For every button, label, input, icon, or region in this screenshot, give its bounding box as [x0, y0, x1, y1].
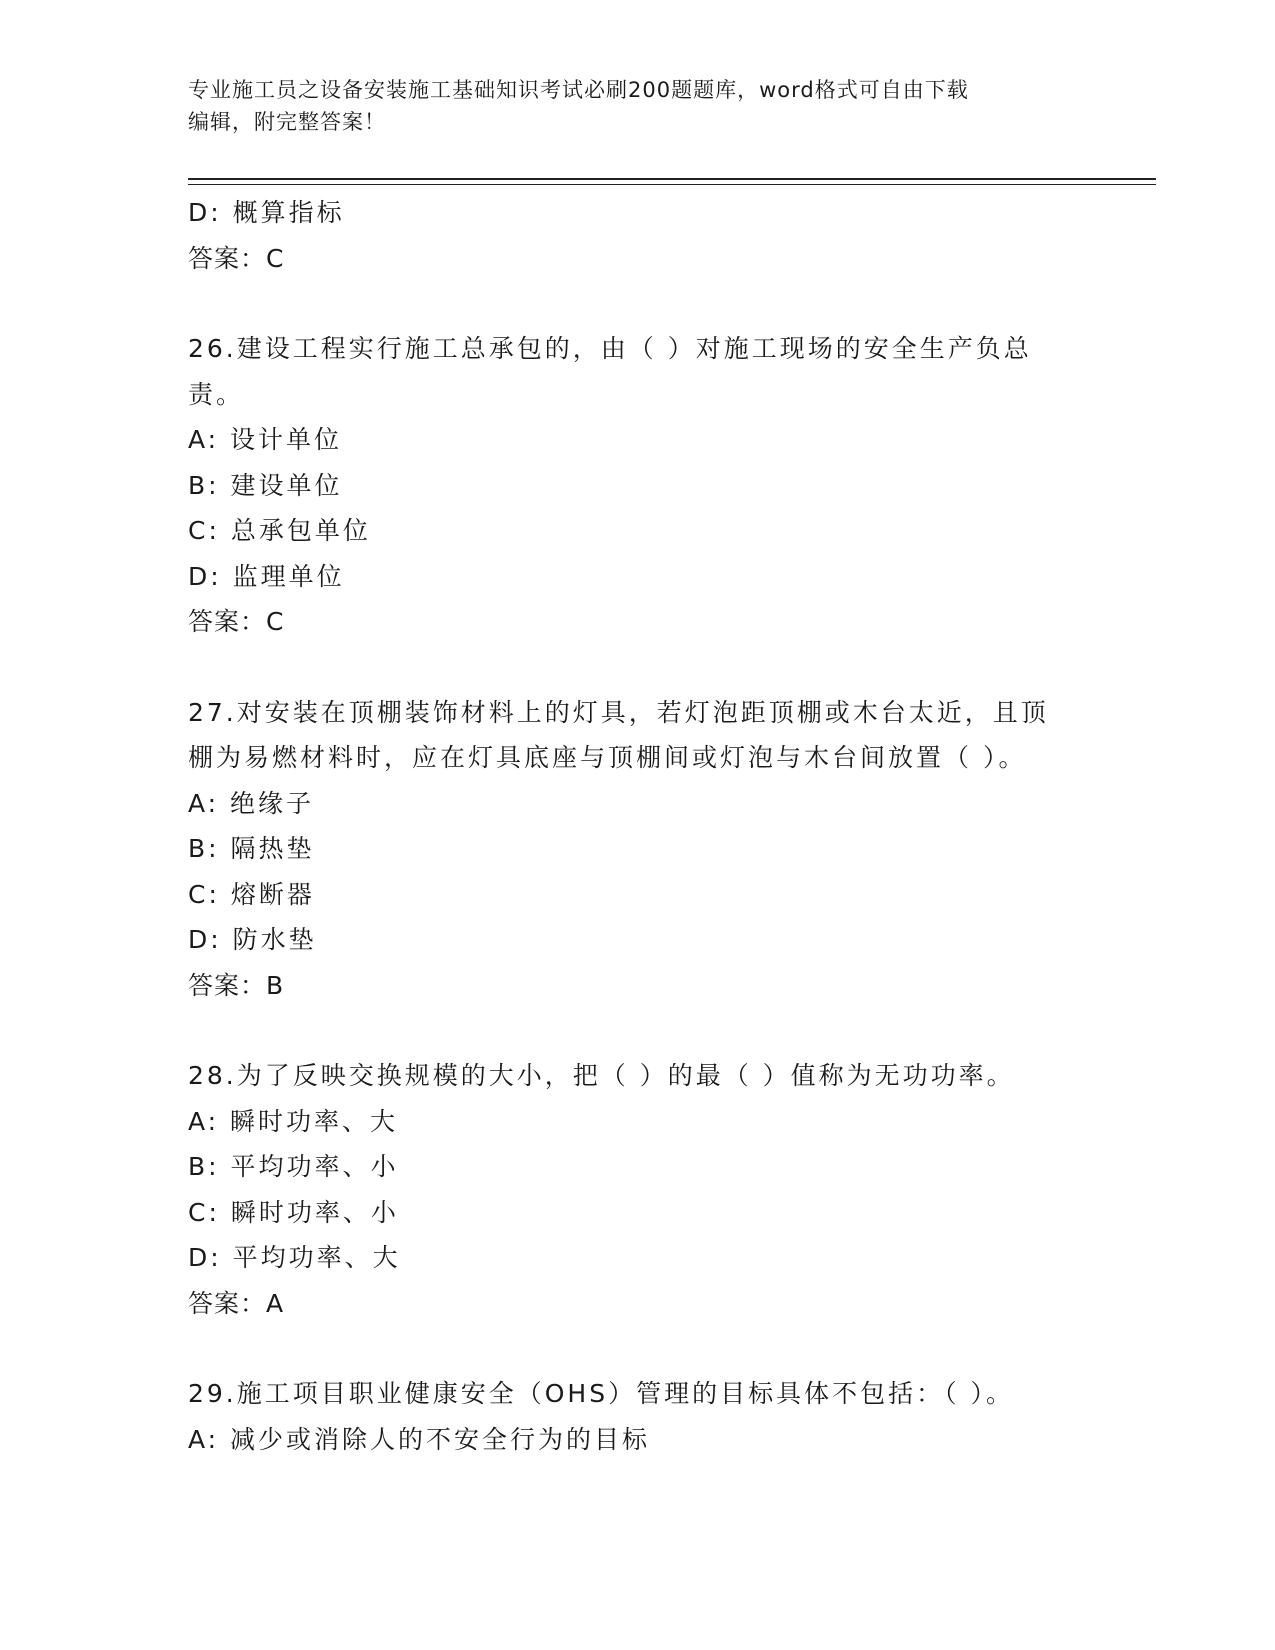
header-divider-thick — [188, 178, 1156, 180]
question-25-tail — [188, 190, 1088, 281]
question-list — [188, 190, 1088, 1462]
document-header — [188, 74, 1088, 138]
question-stem: 27.对安装在顶棚装饰材料上的灯具，若灯泡距顶棚或木台太近，且顶 — [188, 697, 1049, 727]
option-b: B: 隔热垫 — [188, 834, 315, 863]
question-stem: 29.施工项目职业健康安全（OHS）管理的目标具体不包括：（ ）。 — [188, 1379, 1015, 1408]
option-a: A: 设计单位 — [188, 425, 343, 454]
option-b: B: 建设单位 — [188, 470, 343, 500]
option-d: D: 监理单位 — [188, 561, 345, 591]
answer-line: 答案：B — [188, 970, 285, 1000]
option-c: C: 总承包单位 — [188, 516, 371, 545]
answer-line: 答案：C — [188, 243, 285, 273]
question-27 — [188, 690, 1088, 1009]
answer-line: 答案：A — [188, 1288, 285, 1318]
option-c: C: 熔断器 — [188, 879, 315, 909]
option-c: C: 瞬时功率、小 — [188, 1197, 399, 1227]
option-d: D: 防水垫 — [188, 925, 317, 954]
option-a: A: 绝缘子 — [188, 788, 315, 818]
spacer — [188, 281, 1088, 326]
question-28 — [188, 1053, 1088, 1326]
header-line-1: 专业施工员之设备安装施工基础知识考试必刷200题题库，word格式可自由下载 — [188, 78, 969, 102]
spacer — [188, 645, 1088, 690]
header-line-2: 编辑，附完整答案！ — [188, 110, 386, 134]
option-d: D: 概算指标 — [188, 198, 345, 227]
question-stem: 28.为了反映交换规模的大小，把（ ）的最（ ）值称为无功功率。 — [188, 1061, 1015, 1090]
question-stem: 26.建设工程实行施工总承包的，由（ ）对施工现场的安全生产负总 — [188, 334, 1032, 363]
spacer — [188, 1326, 1088, 1371]
option-a: A: 瞬时功率、大 — [188, 1106, 399, 1136]
option-a: A: 减少或消除人的不安全行为的目标 — [188, 1424, 651, 1454]
question-26 — [188, 326, 1088, 645]
question-stem-continued: 责。 — [188, 379, 245, 409]
option-d: D: 平均功率、大 — [188, 1243, 401, 1272]
spacer — [188, 1008, 1088, 1053]
option-b: B: 平均功率、小 — [188, 1152, 399, 1181]
question-stem-continued: 棚为易燃材料时，应在灯具底座与顶棚间或灯泡与木台间放置（ ）。 — [188, 743, 1027, 772]
answer-line: 答案：C — [188, 607, 285, 636]
header-divider-thin — [188, 184, 1156, 185]
question-29 — [188, 1371, 1088, 1462]
